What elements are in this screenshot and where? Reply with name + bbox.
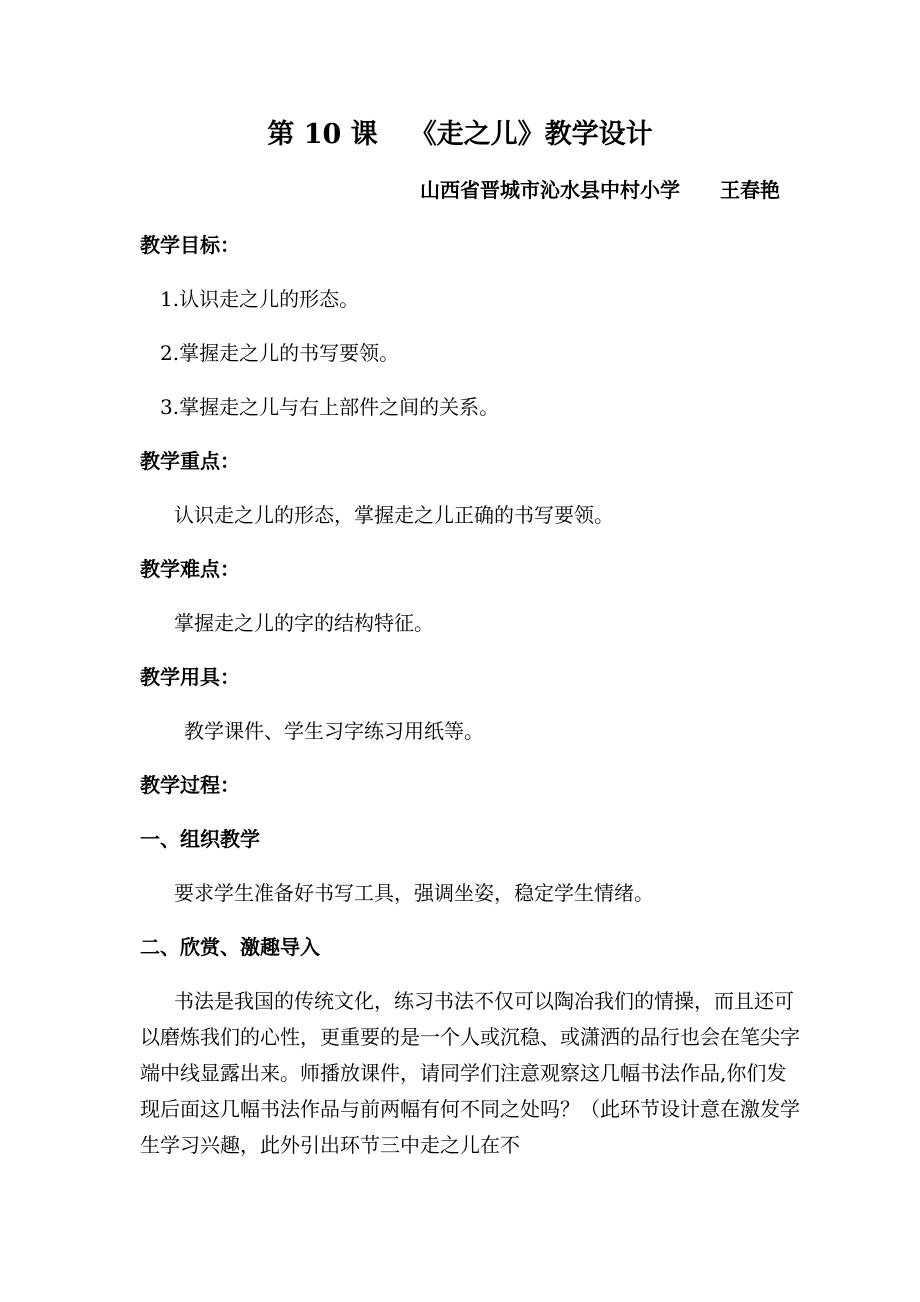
objective-item-2: 2.掌握走之儿的书写要领。 bbox=[160, 341, 400, 365]
author-line bbox=[420, 176, 780, 204]
tools-heading: 教学用具： bbox=[140, 665, 240, 689]
section-2-heading: 二、欣赏、激趣导入 bbox=[140, 935, 320, 959]
key-points-heading: 教学重点： bbox=[140, 449, 240, 473]
objective-item-3: 3.掌握走之儿与右上部件之间的关系。 bbox=[160, 395, 500, 419]
author-name: 王春艳 bbox=[720, 178, 780, 202]
section-2-text: 书法是我国的传统文化，练习书法不仅可以陶冶我们的情操，而且还可以磨炼我们的心性，更重要的是一个人或沉稳、或潇洒的品行也会在笔尖字端中线显露出来。师播放课件，请同学们注意观察这几幅书法作品,你们发现后面这几幅书法作品与前两幅有何不同之处吗？（此环节设计意在激发学生学习兴趣，此外引出环节三中走之儿在不 bbox=[140, 989, 800, 1157]
section-1-text: 要求学生准备好书写工具，强调坐姿，稳定学生情绪。 bbox=[174, 881, 654, 905]
tools-text: 教学课件、学生习字练习用纸等。 bbox=[184, 719, 484, 743]
process-heading: 教学过程： bbox=[140, 773, 240, 797]
key-points-text: 认识走之儿的形态，掌握走之儿正确的书写要领。 bbox=[174, 503, 614, 527]
objectives-heading: 教学目标： bbox=[140, 233, 240, 257]
difficulties-text: 掌握走之儿的字的结构特征。 bbox=[174, 611, 434, 635]
document-title bbox=[0, 117, 920, 153]
objective-item-1: 1.认识走之儿的形态。 bbox=[160, 287, 360, 311]
author-school: 山西省晋城市沁水县中村小学 bbox=[420, 178, 680, 202]
lesson-number: 第 10 课 bbox=[267, 119, 378, 150]
section-2-paragraph bbox=[140, 983, 800, 1163]
section-1-heading: 一、组织教学 bbox=[140, 827, 260, 851]
difficulties-heading: 教学难点： bbox=[140, 557, 240, 581]
lesson-name: 《走之儿》教学设计 bbox=[409, 119, 653, 150]
